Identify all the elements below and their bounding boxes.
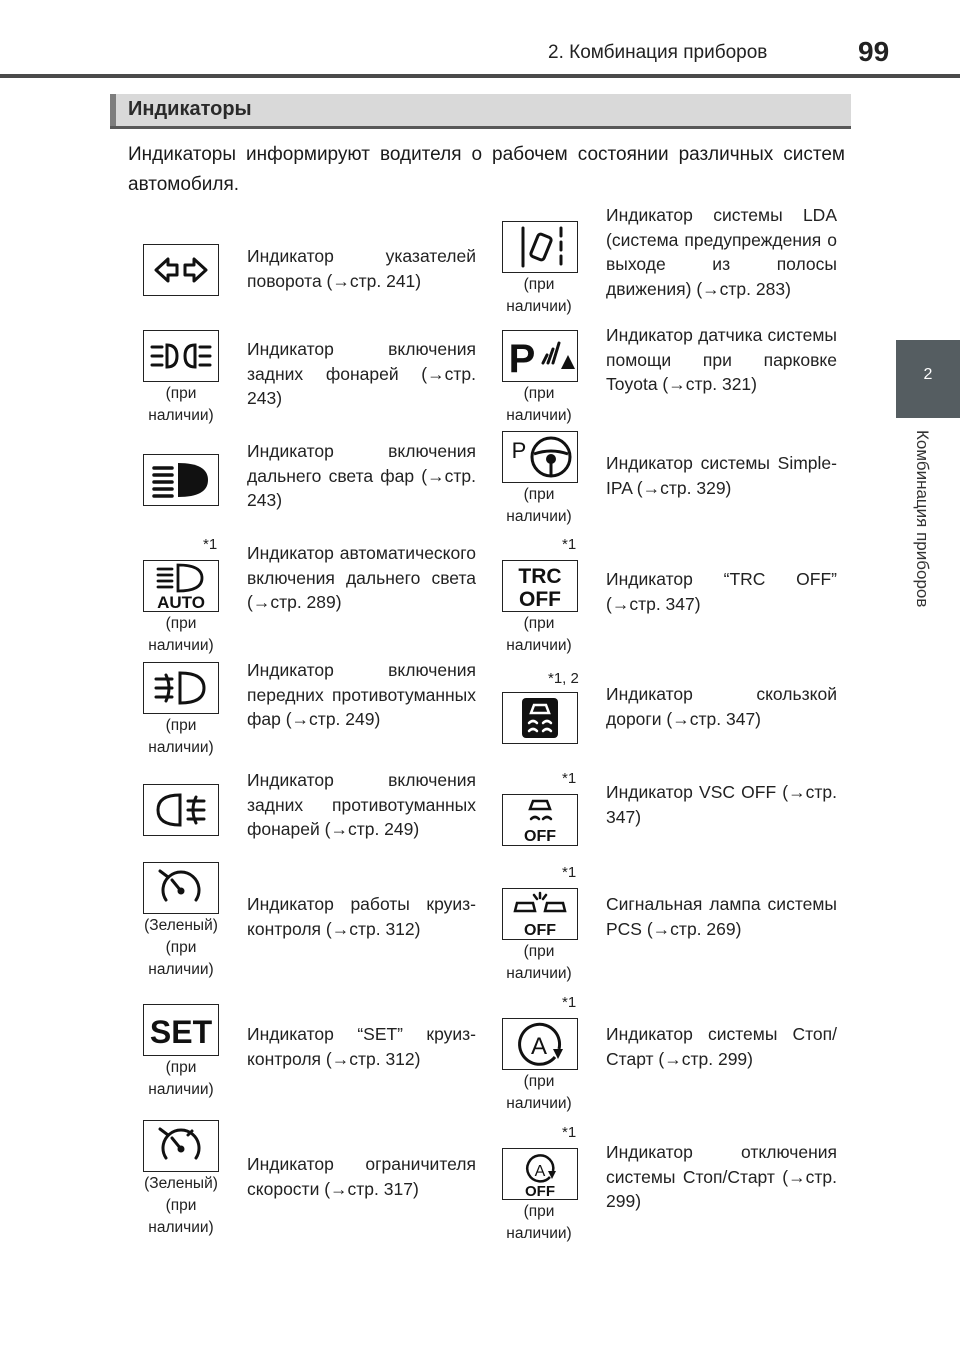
indicator-description: Сигнальная лампа системы PCS (→стр. 269) <box>606 894 837 939</box>
availability-caption: (при наличии) <box>148 615 214 654</box>
availability-caption: (при наличии) <box>506 486 572 525</box>
slip-indicator-icon <box>502 692 578 744</box>
indicator-description: Индикатор работы круиз-контроля (→стр. 312) <box>247 894 476 939</box>
availability-caption: (при наличии) <box>148 1059 214 1098</box>
svg-text:AUTO: AUTO <box>157 593 205 611</box>
pcs-warning-light-icon <box>502 888 578 940</box>
vsc-off-indicator-icon <box>502 794 578 846</box>
footnote-mark: *1, 2 <box>548 670 579 687</box>
indicator-description: Индикатор системы LDA (система предупреждения о выходе из полосы движения) (→стр. 283) <box>606 205 837 299</box>
svg-text:OFF: OFF <box>524 828 556 845</box>
footnote-mark: *1 <box>562 770 577 787</box>
availability-caption: (при наличии) <box>506 615 572 654</box>
front-fog-light-indicator-icon <box>143 662 219 714</box>
footnote-mark: *1 <box>562 864 577 881</box>
indicator-description: Индикатор “SET” круиз-контроля (→стр. 312) <box>247 1024 476 1069</box>
indicator-description: Индикатор включения передних противотуманных фар (→стр. 249) <box>247 660 476 729</box>
section-heading-bar <box>110 94 116 126</box>
page-number: 99 <box>858 36 890 67</box>
svg-text:OFF: OFF <box>519 588 561 611</box>
footnote-mark: *1 <box>562 536 577 553</box>
indicator-description: Индикатор системы Simple-IPA (→стр. 329) <box>606 453 837 498</box>
cruise-set-indicator-icon <box>143 1004 219 1056</box>
availability-caption: (при наличии) <box>506 1073 572 1112</box>
indicator-description: Индикатор отключения системы Стоп/Старт (→стр. 299) <box>606 1142 837 1211</box>
header-rule <box>0 74 960 78</box>
indicator-description: Индикатор скользкой дороги (→стр. 347) <box>606 684 837 729</box>
speed-limiter-indicator-icon <box>143 1120 219 1172</box>
availability-caption: (Зеленый) (при наличии) <box>144 917 218 978</box>
section-intro: Индикаторы информируют водителя о рабочем состоянии различных систем автомобиля. <box>128 144 845 195</box>
chapter-title: 2. Комбинация приборов <box>548 42 768 63</box>
footnote-mark: *1 <box>562 1124 577 1141</box>
indicator-description: Индикатор датчика системы помощи при парковке Toyota (→стр. 321) <box>606 325 837 394</box>
trc-off-indicator-icon <box>502 560 578 612</box>
svg-text:P: P <box>508 337 536 381</box>
indicator-description: Индикатор указателей поворота (→стр. 241) <box>247 246 476 291</box>
indicator-description: Индикатор автоматического включения дальнего света (→стр. 289) <box>247 543 476 612</box>
lda-indicator-icon <box>502 221 578 273</box>
svg-text:TRC: TRC <box>518 565 562 588</box>
availability-caption: (при наличии) <box>506 943 572 982</box>
indicator-description: Индикатор “TRC OFF” (→стр. 347) <box>606 569 837 614</box>
turn-signal-indicator-icon <box>143 244 219 296</box>
availability-caption: (при наличии) <box>506 276 572 315</box>
high-beam-indicator-icon <box>143 454 219 506</box>
svg-text:OFF: OFF <box>525 1183 555 1199</box>
tail-light-indicator-icon <box>143 330 219 382</box>
availability-caption: (при наличии) <box>148 385 214 424</box>
svg-text:SET: SET <box>149 1014 213 1050</box>
cruise-control-indicator-icon <box>143 862 219 914</box>
svg-text:A: A <box>530 1033 548 1060</box>
indicator-description: Индикатор включения задних противотуманных фонарей (→стр. 249) <box>247 770 476 839</box>
stop-start-indicator-icon <box>502 1018 578 1070</box>
auto-high-beam-indicator-icon <box>143 560 219 612</box>
simple-ipa-indicator-icon <box>502 431 578 483</box>
section-heading <box>110 94 851 129</box>
section-title: Индикаторы <box>128 98 252 120</box>
availability-caption: (Зеленый) (при наличии) <box>144 1175 218 1236</box>
availability-caption: (при наличии) <box>506 385 572 424</box>
chapter-tab[interactable]: 2 <box>896 340 960 418</box>
rear-fog-light-indicator-icon <box>143 784 219 836</box>
svg-text:P: P <box>511 438 527 463</box>
availability-caption: (при наличии) <box>506 1203 572 1242</box>
parking-assist-sensor-indicator-icon <box>502 330 578 382</box>
indicator-description: Индикатор системы Стоп/Старт (→стр. 299) <box>606 1024 837 1069</box>
svg-text:A: A <box>534 1163 546 1180</box>
indicator-description: Индикатор ограничителя скорости (→стр. 317) <box>247 1154 476 1199</box>
indicator-description: Индикатор VSC OFF (→стр. 347) <box>606 782 837 827</box>
stop-start-off-indicator-icon <box>502 1148 578 1200</box>
indicator-description: Индикатор включения дальнего света фар (→стр. 243) <box>247 441 476 510</box>
footnote-mark: *1 <box>562 994 577 1011</box>
indicator-description: Индикатор включения задних фонарей (→стр. 243) <box>247 339 476 408</box>
chapter-tab-label: Комбинация приборов <box>913 430 932 608</box>
svg-text:OFF: OFF <box>524 922 556 939</box>
footnote-mark: *1 <box>203 536 218 553</box>
availability-caption: (при наличии) <box>148 717 214 756</box>
